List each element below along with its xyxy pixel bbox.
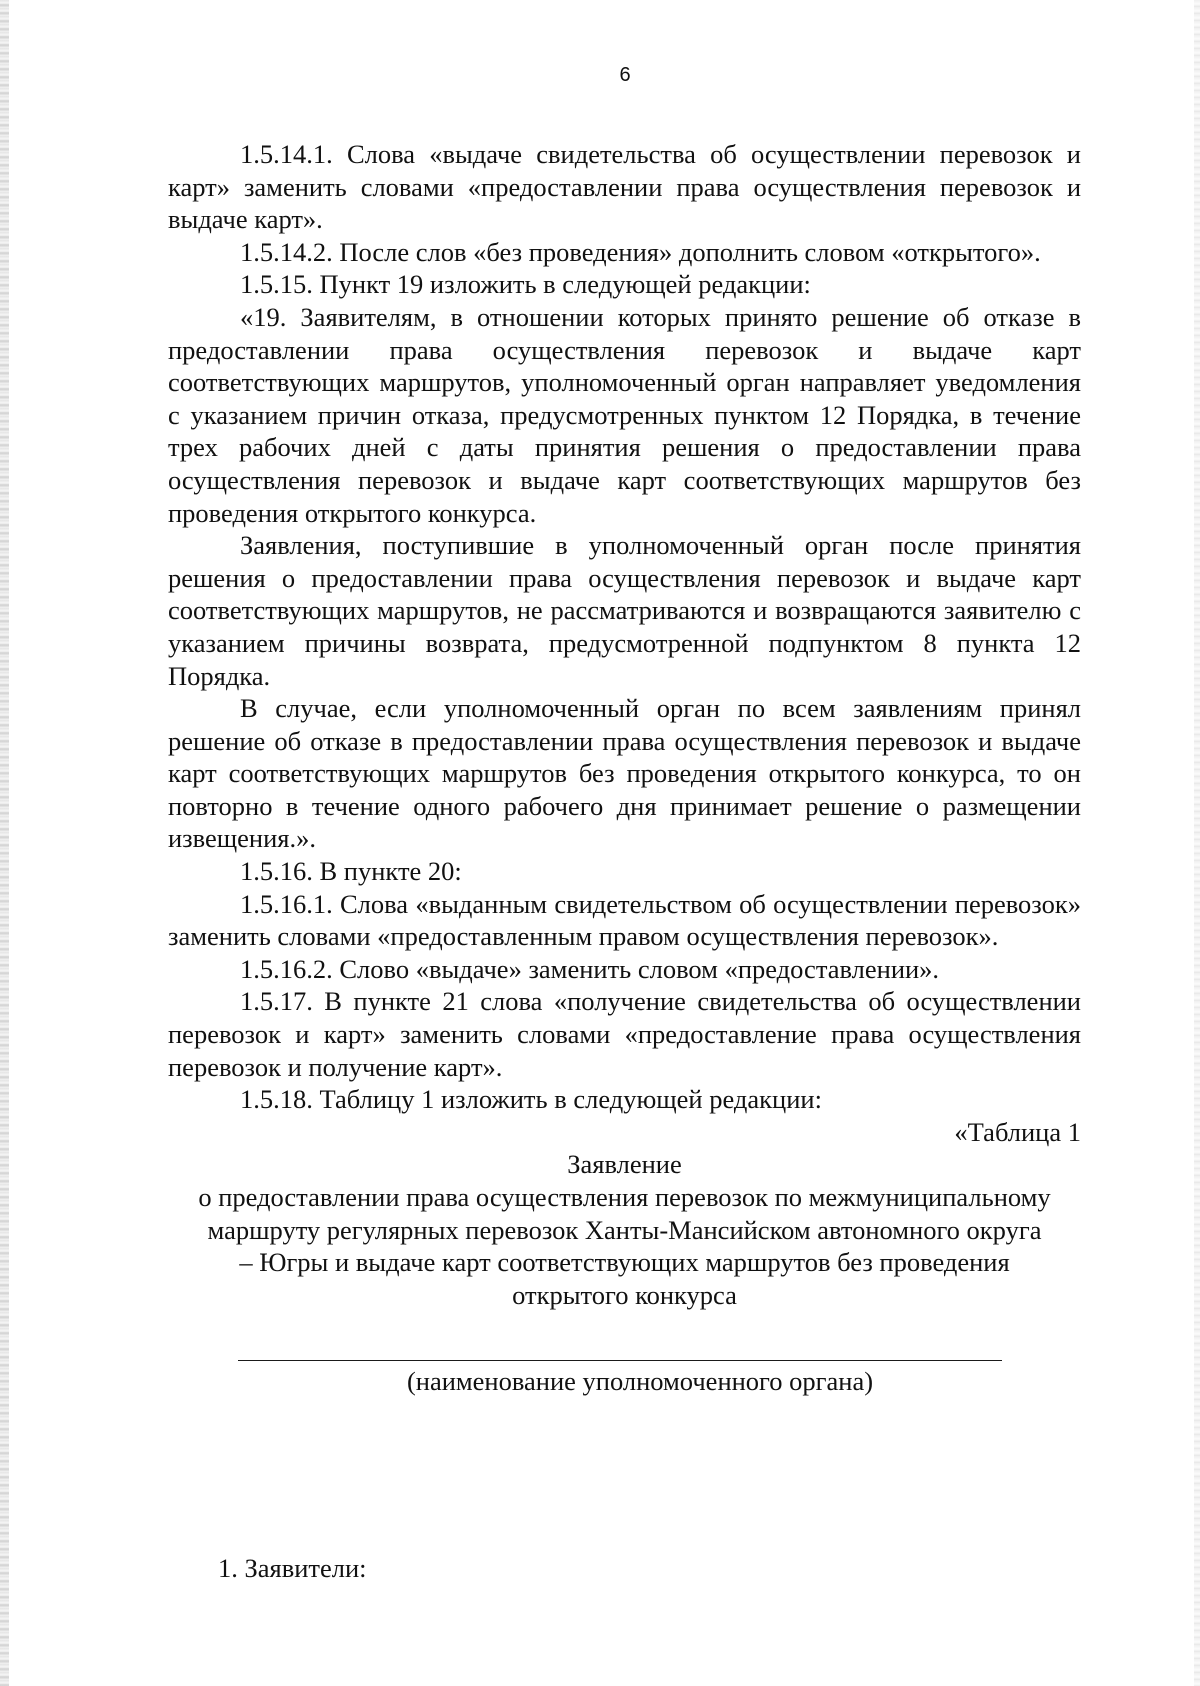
paragraph-1-5-18: 1.5.18. Таблицу 1 изложить в следующей редакции: bbox=[240, 1084, 822, 1115]
scan-edge-right bbox=[1194, 0, 1200, 1686]
applicants-label: 1. Заявители: bbox=[218, 1553, 367, 1583]
paragraph-1-5-16-2: 1.5.16.2. Слово «выдаче» заменить словом «предоставлении». bbox=[240, 953, 940, 984]
form-subtitle-line: открытого конкурса bbox=[512, 1279, 737, 1310]
paragraph-applications-returned: Заявления, поступившие в уполномоченный орган после принятия решения о предоставлении права осуществления перевозок и выдаче карт соответствующих маршрутов, не рассматриваются и возвращаются заявителю с указанием причины возврата, предусмотренной подпунктом 8 пункта 12 Порядка. bbox=[168, 530, 1081, 691]
paragraph-1-5-15: 1.5.15. Пункт 19 изложить в следующей редакции: bbox=[240, 269, 811, 300]
form-heading: Заявление bbox=[567, 1149, 682, 1180]
paragraph-1-5-14-2: 1.5.14.2. После слов «без проведения» дополнить словом «открытого». bbox=[240, 236, 1041, 267]
table-label: «Таблица 1 bbox=[954, 1116, 1081, 1147]
paragraph-1-5-17: 1.5.17. В пункте 21 слова «получение свидетельства об осуществлении перевозок и карт» заменить словами «предоставление права осуществления перевозок и получение карт». bbox=[168, 986, 1081, 1082]
form-subtitle-line: маршруту регулярных перевозок Ханты-Мансийском автономного округа bbox=[207, 1214, 1042, 1245]
authority-field bbox=[238, 1360, 1002, 1397]
form-subtitle-line: о предоставлении права осуществления перевозок по межмуниципальному bbox=[198, 1182, 1051, 1212]
page-number: 6 bbox=[619, 64, 631, 86]
paragraph-1-5-16: 1.5.16. В пункте 20: bbox=[240, 856, 462, 887]
form-subtitle-line: – Югры и выдаче карт соответствующих маршрутов без проведения bbox=[239, 1247, 1010, 1278]
authority-blank-line bbox=[238, 1360, 1002, 1361]
paragraph-item-19: «19. Заявителям, в отношении которых принято решение об отказе в предоставлении права осуществления перевозок и выдаче карт соответствующих маршрутов, уполномоченный орган направляет уведомления с указанием причин отказа, предусмотренных пунктом 12 Порядка, в течение трех рабочих дней с даты принятия решения о предоставлении права осуществления перевозок и выдаче карт соответствующих маршрутов без проведения открытого конкурса. bbox=[168, 301, 1081, 528]
paragraph-refusal-case: В случае, если уполномоченный орган по всем заявлениям принял решение об отказе в предоставлении права осуществления перевозок и выдаче карт соответствующих маршрутов без проведения открытого конкурса, то он повторно в течение одного рабочего дня принимает решение о размещении извещения.». bbox=[168, 693, 1081, 854]
document-body bbox=[168, 138, 1081, 1311]
paragraph-1-5-14-1: 1.5.14.1. Слова «выдаче свидетельства об осуществлении перевозок и карт» заменить словами «предоставлении права осуществления перевозок и выдаче карт». bbox=[168, 139, 1081, 235]
authority-caption: (наименование уполномоченного органа) bbox=[406, 1366, 874, 1396]
scan-edge-left bbox=[0, 0, 9, 1686]
paragraph-1-5-16-1: 1.5.16.1. Слова «выданным свидетельством об осуществлении перевозок» заменить словами «предоставленным правом осуществления перевозок». bbox=[168, 888, 1081, 952]
